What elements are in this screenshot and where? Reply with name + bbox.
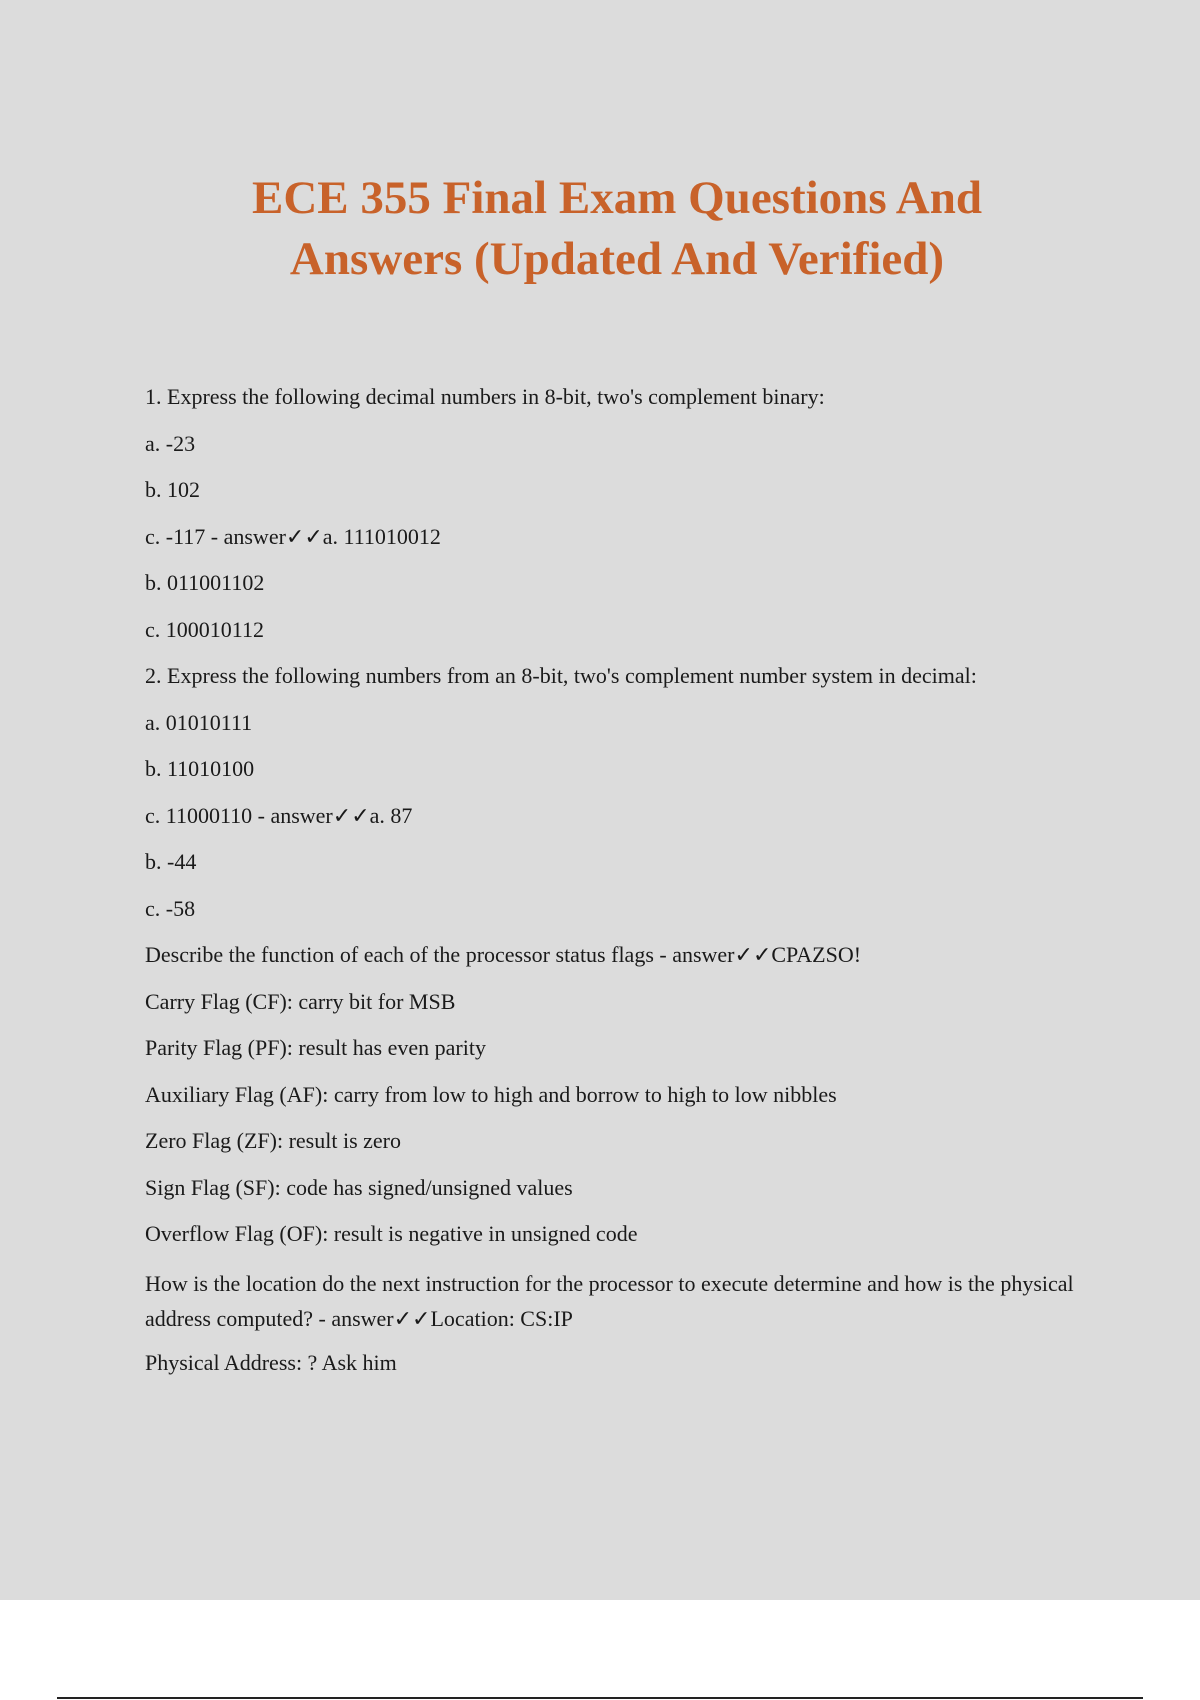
question-2-answer-c: c. -58 [145, 895, 196, 921]
question-1-answer-b: b. 011001102 [145, 570, 265, 595]
overflow-flag-line: Overflow Flag (OF): result is negative in unsigned code [145, 1221, 638, 1246]
question-2-prompt: 2. Express the following numbers from an 8-bit, two's complement number system in decimal: [145, 663, 977, 688]
question-1-item-c-answer: c. -117 - answer✓✓a. 111010012 [145, 523, 441, 549]
title-line-2: Answers (Updated And Verified) [289, 233, 945, 285]
zero-flag-line: Zero Flag (ZF): result is zero [145, 1128, 401, 1153]
parity-flag-line: Parity Flag (PF): result has even parity [145, 1035, 486, 1060]
document-title [0, 168, 1200, 290]
question-4-prompt-answer: How is the location do the next instruction for the processor to execute determine and how is the physical address computed? - answer✓✓Location: CS:IP [145, 1270, 1074, 1331]
question-1-item-a: a. -23 [145, 430, 196, 456]
question-1-answer-c: c. 100010112 [145, 616, 264, 642]
question-2-item-b: b. 11010100 [145, 756, 255, 781]
page-bottom-area [0, 1600, 1200, 1700]
physical-address-line: Physical Address: ? Ask him [145, 1349, 397, 1375]
question-3-prompt-answer: Describe the function of each of the processor status flags - answer✓✓CPAZSO! [145, 942, 862, 967]
document-body [145, 382, 1085, 1394]
bottom-divider [57, 1697, 1143, 1699]
sign-flag-line: Sign Flag (SF): code has signed/unsigned values [145, 1174, 573, 1200]
question-1-prompt: 1. Express the following decimal numbers in 8-bit, two's complement binary: [145, 384, 825, 409]
question-2-answer-b: b. -44 [145, 849, 197, 874]
auxiliary-flag-line: Auxiliary Flag (AF): carry from low to high and borrow to high to low nibbles [145, 1081, 837, 1107]
title-line-1: ECE 355 Final Exam Questions And [252, 172, 982, 224]
carry-flag-line: Carry Flag (CF): carry bit for MSB [145, 988, 456, 1014]
question-1-item-b: b. 102 [145, 477, 200, 502]
question-2-item-c-answer: c. 11000110 - answer✓✓a. 87 [145, 802, 413, 828]
question-2-item-a: a. 01010111 [145, 709, 253, 735]
